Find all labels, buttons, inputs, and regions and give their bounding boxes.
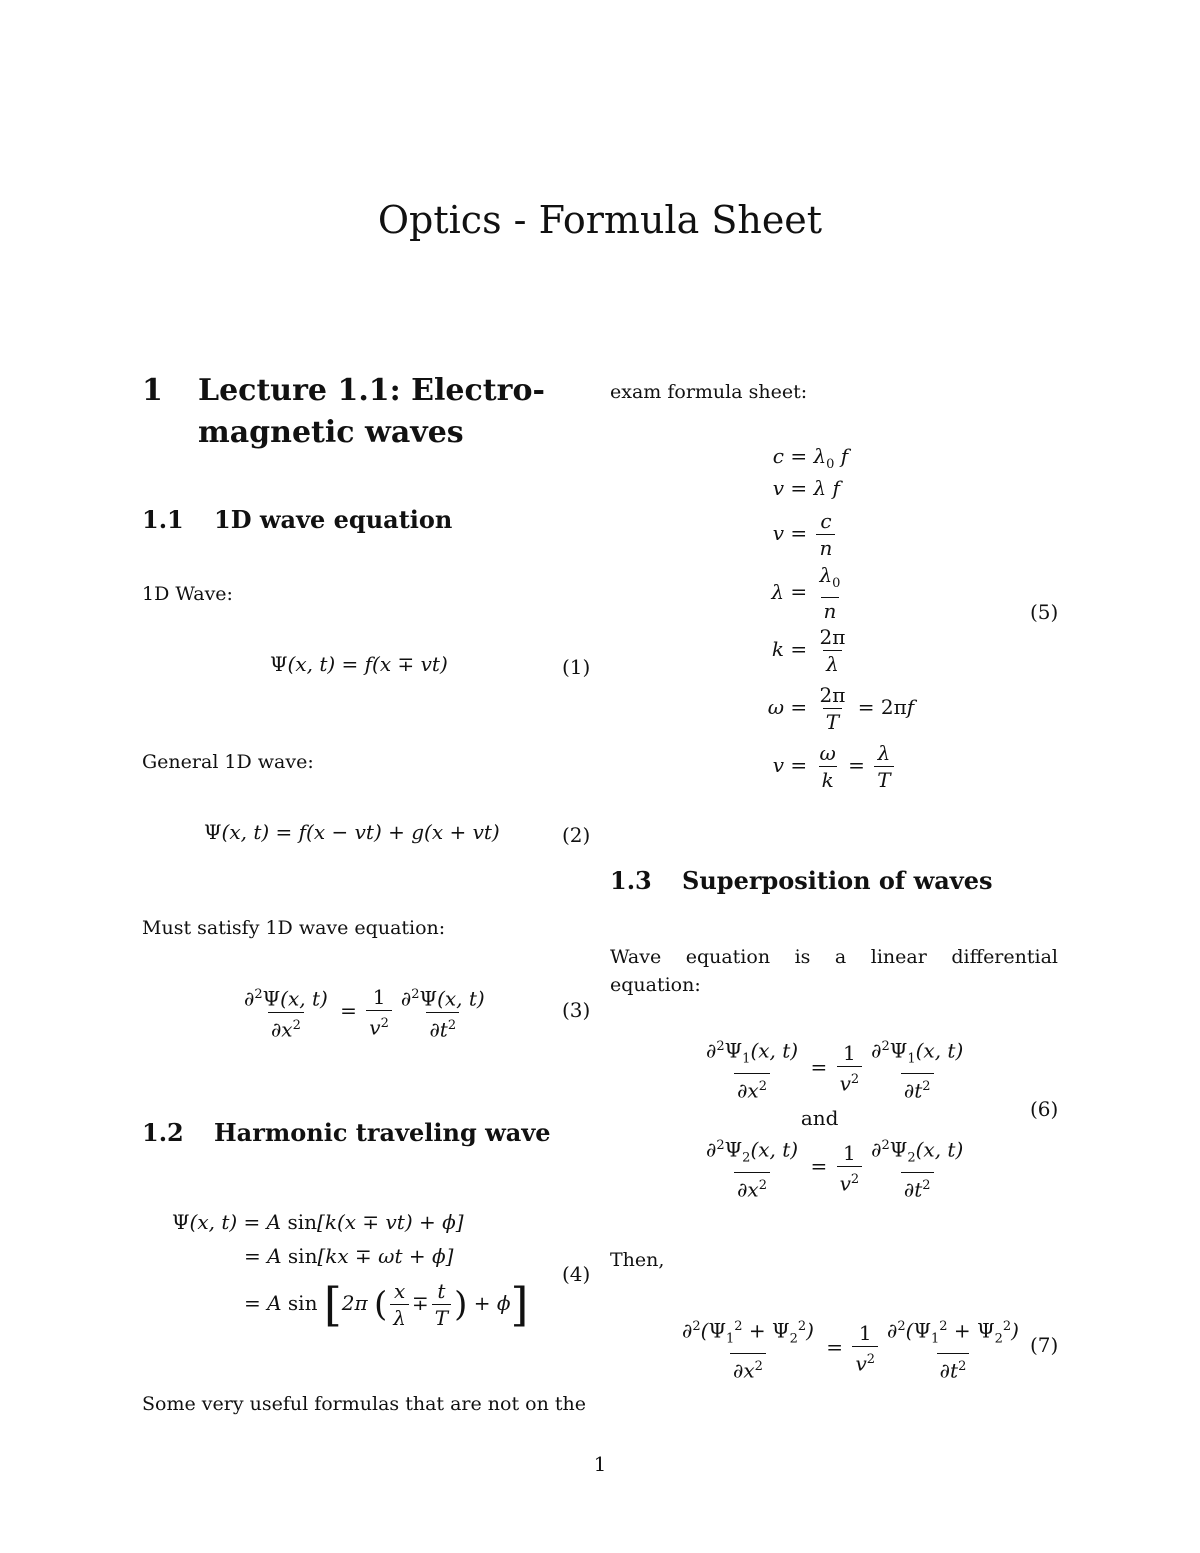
paragraph-general-wave: General 1D wave: — [142, 751, 314, 773]
subsection-1-2-title: Harmonic traveling wave — [214, 1118, 551, 1147]
subsection-1-2-number: 1.2 — [142, 1118, 184, 1147]
equation-3: $\frac{\partial^2\Psi(x, t)}{\partial x^2}$ = $\frac{1}{v^2}$ $\frac{\partial^2\Psi(x, t)}{\partial t^2}$ — [244, 984, 485, 1042]
page-number: 1 — [593, 1452, 607, 1476]
section-1-title-line1: Lecture 1.1: Electro- — [198, 373, 545, 408]
paragraph-must-satisfy: Must satisfy 1D wave equation: — [142, 917, 446, 939]
section-1-heading — [142, 370, 545, 454]
equation-number-7: (7) — [1030, 1333, 1059, 1357]
section-1-number: 1 — [142, 373, 163, 408]
paragraph-linear-de: Wave equation is a linear differential equation: — [610, 946, 1058, 996]
equation-number-3: (3) — [562, 998, 591, 1022]
equation-4: Ψ(x, t) = A sin[k(x ∓ vt) + ϕ] = A sin[kx ∓ ωt + ϕ] = A sin [2π ( $\frac{x}{\lambda}$ ∓ $\frac{t}{T}$ ) + ϕ] — [172, 1210, 529, 1332]
page-title: Optics - Formula Sheet — [377, 198, 823, 242]
equation-number-6: (6) — [1030, 1097, 1059, 1121]
subsection-1-1-number: 1.1 — [142, 505, 184, 534]
equation-6-and: and — [800, 1106, 839, 1131]
paragraph-1d-wave: 1D Wave: — [142, 583, 233, 605]
equation-1: Ψ(x, t) = f(x ∓ vt) — [270, 652, 448, 676]
subsection-1-3-title: Superposition of waves — [682, 866, 993, 895]
paragraph-useful-formulas-start: Some very useful formulas that are not on the — [142, 1393, 586, 1415]
subsection-1-3-number: 1.3 — [610, 866, 652, 895]
equation-number-4: (4) — [562, 1262, 591, 1286]
subsection-1-3-heading — [610, 866, 993, 895]
equation-7: $\frac{\partial^2(\Psi_1^2 + \Psi_2^2)}{\partial x^2}$ = $\frac{1}{v^2}$ $\frac{\partial^2(\Psi_1^2 + \Psi_2^2)}{\partial t^2}$ — [682, 1318, 1019, 1383]
equation-number-5: (5) — [1030, 600, 1059, 624]
subsection-1-1-title: 1D wave equation — [214, 505, 453, 534]
subsection-1-1-heading — [142, 505, 452, 534]
equation-number-1: (1) — [562, 655, 591, 679]
section-1-title-line2: magnetic waves — [198, 415, 464, 450]
equation-5: $c = \lambda_0$ f v = λ f v = $\frac{c}{n}$ λ = $\frac{\lambda_0}{n}$ k = $\frac{2\pi}{\lambda}$ ω = $\frac{2\pi}{T}$ = 2πf v = $\frac{\omega}{k}$ = $\frac{\lambda}{T}$ — [767, 444, 915, 792]
paragraph-then: Then, — [610, 1249, 665, 1271]
equation-6: $\frac{\partial^2\Psi_1(x, t)}{\partial x^2}$ = $\frac{1}{v^2}$ $\frac{\partial^2\Psi_1(x, t)}{\partial t^2}$ and $\frac{\partial^2\Psi_2(x, t)}{\partial x^2}$ = $\frac{1}{v^2}$ $\frac{\partial^2\Psi_2(x, t)}{\partial t^2}$ — [700, 1034, 969, 1203]
equation-2: Ψ(x, t) = f(x − vt) + g(x + vt) — [204, 820, 500, 844]
equation-number-2: (2) — [562, 823, 591, 847]
paragraph-useful-formulas-end: exam formula sheet: — [610, 381, 808, 403]
subsection-1-2-heading — [142, 1118, 551, 1147]
